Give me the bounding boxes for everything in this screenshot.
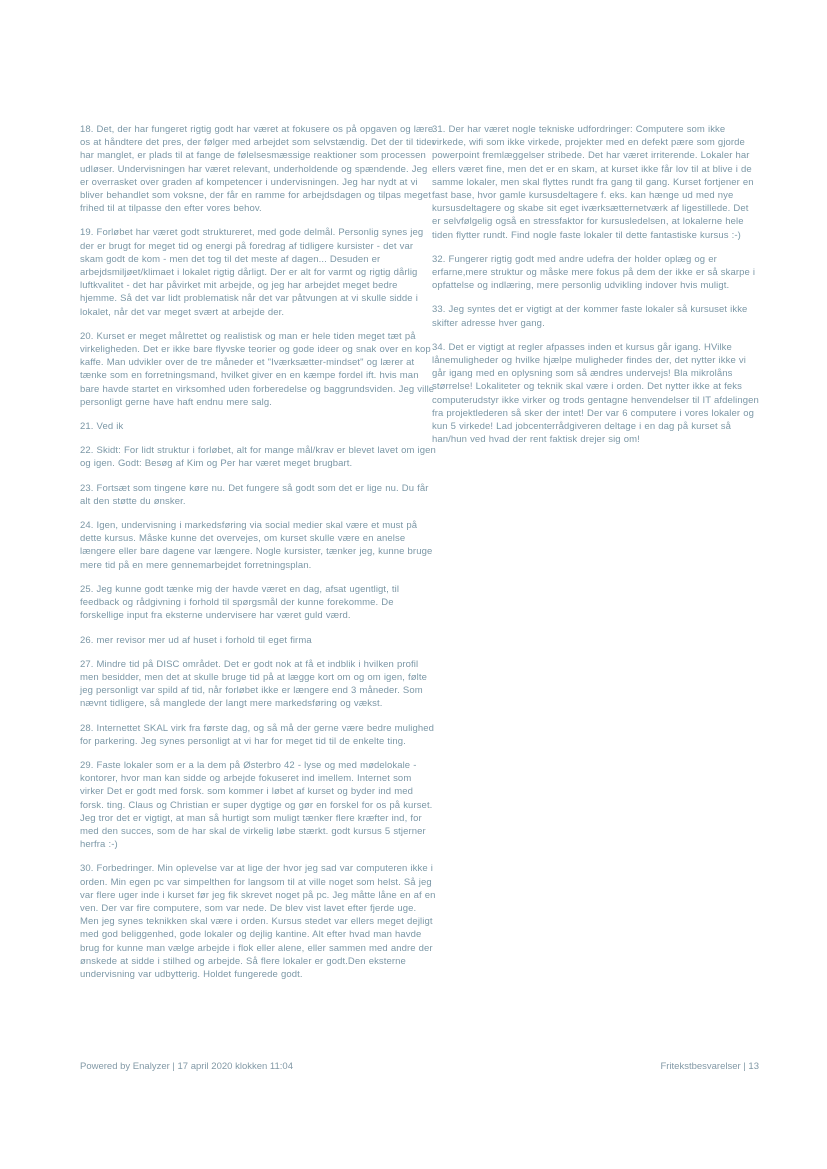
response-paragraph-26: 26. mer revisor mer ud af huset i forhold til eget firma xyxy=(80,634,312,646)
right-column xyxy=(432,123,759,457)
left-column xyxy=(80,123,436,992)
response-paragraph-25: 25. Jeg kunne godt tænke mig der havde været en dag, afsat ugentligt, til feedback og rådgivning i forhold til spørgsmål der kunne forekomme. De forskellige input fra eksterne undervisere har været guld værd. xyxy=(80,583,400,622)
response-paragraph-22: 22. Skidt: For lidt struktur i forløbet, alt for mange mål/krav er blevet lavet om igen og igen. Godt: Besøg af Kim og Per har været meget brugbart. xyxy=(80,445,436,470)
response-paragraph-21: 21. Ved ik xyxy=(80,421,124,433)
response-paragraph-27: 27. Mindre tid på DISC området. Det er godt nok at få et indblik i hvilken profil men besidder, men det at skulle bruge tid på at lægge kort om og om igen, følte jeg personligt var spild af tid, når forløbet ikke er længere end 3 måneder. Som nævnt tidligere, så manglede der langt mere markedsføring og vækst. xyxy=(80,658,427,710)
response-paragraph-29: 29. Faste lokaler som er a la dem på Østerbro 42 - lyse og med mødelokale - kontorer, hvor man kan sidde og arbejde fokuseret ind imellem. Internet som virker Det er godt med forsk. som kommer i løbet af kurset og byder ind med forsk. ting. Claus og Christian er super dygtige og gør en forskel for os på kurset. Jeg tror det er vigtigt, at man så hurtigt som muligt tænker flere kræfter ind, for med den succes, som de har skal de virkelig løbe stærkt. godt kursus 5 stjerner herfra :-) xyxy=(80,759,433,851)
response-paragraph-31: 31. Der har været nogle tekniske udfordringer: Computere som ikke virkede, wifi som ikke virkede, projekter med en defekt pære som gjorde powerpoint fremlæggelser stribede. Det har været irriterende. Lokaler har ellers været fine, men det er en skam, at kurset ikke får lov til at blive i de samme lokaler, men skal flyttes rundt fra gang til gang. Kurset fortjener en fast base, hvor gamle kursusdeltagere f. eks. kan hænge ud med nye kursusdeltagere og skabe sit eget iværksætternetværk af ligestillede. Det er selvfølgelig også en stressfaktor for kursusledelsen, at lokalerne hele tiden flytter rundt. Find nogle faste lokaler til dette fantastiske kursus :-) xyxy=(432,124,754,241)
response-paragraph-30: 30. Forbedringer. Min oplevelse var at lige der hvor jeg sad var computeren ikke i orden. Min egen pc var simpelthen for langsom til at ville noget som helst. Så jeg var flere uger inde i kurset før jeg fik skrevet noget på pc. Jeg måtte låne en af en ven. Der var fire computere, som var nede. De blev vist lavet efter fjerde uge. Men jeg synes teknikken skal være i orden. Kursus stedet var ellers meget dejligt med god beliggenhed, gode lokaler og dejlig kantine. Alt efter hvad man havde brug for kunne man vælge arbejde i flok eller alene, eller sammen med andre der ønskede at sidde i stilhed og arbejde. Så flere lokaler er godt.Den eksterne undervisning var udbytterig. Holdet fungerede godt. xyxy=(80,863,436,980)
footer-branding: Powered by Enalyzer | 17 april 2020 klokken 11:04 xyxy=(80,1061,294,1072)
response-paragraph-18: 18. Det, der har fungeret rigtig godt har været at fokusere os på opgaven og lære os at håndtere det pres, der følger med arbejdet som selvstændig. Det der til tider har manglet, er plads til at fange de følelsesmæssige reaktioner som processen udløser. Undervisningen har været relevant, underholdende og spændende. Jeg er overrasket over graden af kompetencer i undervisningen. Jeg har nydt at vi bliver behandlet som voksne, der får en ramme for arbejdsdagen og tilpas meget frihed til at tilpasse den efter vores behov. xyxy=(80,124,436,215)
response-paragraph-24: 24. Igen, undervisning i markedsføring via social medier skal være et must på dette kursus. Måske kunne det overvejes, om kurset skulle være en anelse længere eller bare dagene var længere. Nogle kursister, tænker jeg, kunne bruge mere tid på en mere gennemarbejdet forretningsplan. xyxy=(80,520,433,571)
response-paragraph-23: 23. Fortsæt som tingene køre nu. Det fungere så godt som det er lige nu. Du får alt den støtte du ønsker. xyxy=(80,482,429,507)
response-paragraph-32: 32. Fungerer rigtig godt med andre udefra der holder oplæg og er erfarne,mere struktur og måske mere fokus på dem der ikke er så skarpe i opfattelse og indlæring, mere personlig udvikling indover hvis muligt. xyxy=(432,253,756,292)
response-paragraph-28: 28. Internettet SKAL virk fra første dag, og så må der gerne være bedre mulighed for parkering. Jeg synes personligt at vi har for meget tid til de enkelte ting. xyxy=(80,722,435,747)
response-paragraph-20: 20. Kurset er meget målrettet og realistisk og man er hele tiden meget tæt på virkeligheden. Det er ikke bare flyvske teorier og gode ideer og snak over en kop kaffe. Man udvikler over de tre måneder et "Iværksætter-mindset" og lærer at tænke som en forretningsmand, hvilket giver en en kæmpe fordel ift. hvis man bare havde startet en virksomhed uden forberedelse og baggrundsviden. Jeg ville personligt gerne have haft endnu mere salg. xyxy=(80,330,435,408)
response-paragraph-19: 19. Forløbet har været godt struktureret, med gode delmål. Personlig synes jeg der er brugt for meget tid og energi på foredrag af tidligere kursister - det var skam godt de kom - men det tog til det meste af dagen... Desuden er arbejdsmiljøet/klimaet i lokalet rigtig dårligt. Der er alt for varmt og rigtig dårlig luftkvalitet - det har påvirket mit arbejde, og jeg har arbejdet meget bedre hjemme. Så det var lidt problematisk når det var påtvungen at vi skulle sidde i lokalet, når det var meget svært at arbejde der. xyxy=(80,227,424,318)
response-paragraph-34: 34. Det er vigtigt at regler afpasses inden et kursus går igang. HVilke lånemuligheder og hvilke hjælpe muligheder findes der, det nytter ikke vi går igang med en oplysning som så ændres undervejs! Bla mikrolåns størrelse! Lokaliteter og teknik skal være i orden. Det nytter ikke at feks computerudstyr ikke virker og trods gentagne henvendelser til IT afdelingen fra projektlederen så sker der intet! Der var 6 computere i vores lokaler og kun 5 virkede! Lad jobcenterrådgiveren deltage i en dag på kurset så han/hun ved hvad der rent faktisk drejer sig om! xyxy=(432,341,759,446)
response-paragraph-33: 33. Jeg syntes det er vigtigt at der kommer faste lokaler så kursuset ikke skifter adresse hver gang. xyxy=(432,304,748,329)
page-footer xyxy=(80,1061,759,1073)
footer-page-label: Fritekstbesvarelser | 13 xyxy=(660,1061,759,1072)
